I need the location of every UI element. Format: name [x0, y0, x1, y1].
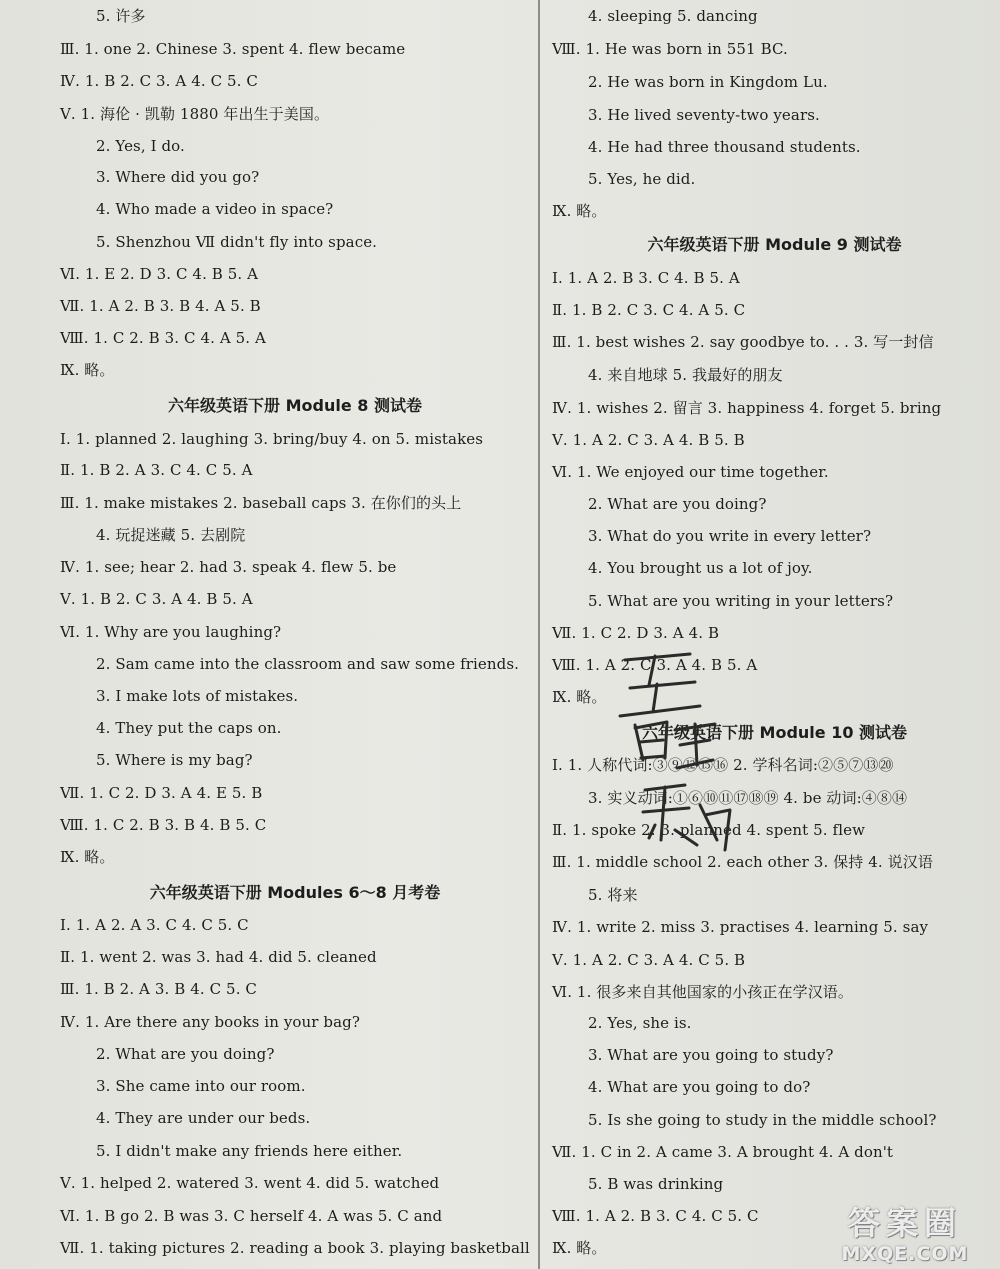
answer-line: Ⅵ. 1. 很多来自其他国家的小孩正在学汉语。: [552, 983, 854, 1001]
answer-line: Ⅴ. 1. helped 2. watered 3. went 4. did 5. watched: [60, 1174, 440, 1192]
answer-line: Ⅵ. 1. E 2. D 3. C 4. B 5. A: [60, 265, 259, 283]
section-heading: 六年级英语下册 Module 8 测试卷: [168, 396, 422, 415]
site-watermark: [816, 1203, 994, 1265]
answer-line: Ⅱ. 1. spoke 2. 3. planned 4. spent 5. flew: [552, 821, 866, 839]
answer-line: 5. Is she going to study in the middle school?: [588, 1111, 937, 1129]
answer-line: Ⅴ. 1. A 2. C 3. A 4. B 5. B: [552, 431, 745, 449]
answer-line: Ⅸ. 略。: [552, 688, 607, 706]
answer-line: 4. You brought us a lot of joy.: [588, 559, 813, 577]
answer-line: 3. What do you write in every letter?: [588, 527, 872, 545]
section-heading: 六年级英语下册 Modules 6～8 月考卷: [149, 883, 441, 902]
answer-line: 5. 许多: [96, 7, 146, 25]
answer-line: 4. 来自地球 5. 我最好的朋友: [588, 366, 783, 384]
answer-line: Ⅷ. 1. C 2. B 3. C 4. A 5. A: [60, 329, 266, 347]
answer-line: Ⅳ. 1. B 2. C 3. A 4. C 5. C: [60, 72, 258, 90]
section-heading: 六年级英语下册 Module 10 测试卷: [641, 723, 908, 742]
answer-line: 4. sleeping 5. dancing: [588, 7, 758, 25]
answer-line: Ⅸ. 略。: [552, 202, 607, 220]
answer-line: 5. Yes, he did.: [588, 170, 696, 188]
answer-line: 2. What are you doing?: [96, 1045, 275, 1063]
answer-line: 2. Yes, she is.: [588, 1014, 692, 1032]
answer-line: 4. He had three thousand students.: [588, 138, 861, 156]
answer-line: Ⅳ. 1. see; hear 2. had 3. speak 4. flew 5. be: [60, 558, 397, 576]
answer-line: 4. They put the caps on.: [96, 719, 282, 737]
answer-line: Ⅳ. 1. wishes 2. 留言 3. happiness 4. forget 5. bring: [552, 399, 942, 417]
answer-line: Ⅶ. 1. A 2. B 3. B 4. A 5. B: [60, 297, 261, 315]
answer-line: Ⅲ. 1. best wishes 2. say goodbye to. . . 3. 写一封信: [552, 333, 934, 351]
answer-line: 3. What are you going to study?: [588, 1046, 834, 1064]
answer-line: Ⅶ. 1. C in 2. A came 3. A brought 4. A don't: [552, 1143, 894, 1161]
answer-line: Ⅶ. 1. taking pictures 2. reading a book 3. playing basketball: [60, 1239, 530, 1257]
answer-line: Ⅰ. 1. A 2. A 3. C 4. C 5. C: [60, 916, 249, 934]
answer-line: Ⅴ. 1. A 2. C 3. A 4. C 5. B: [552, 951, 746, 969]
answer-line: Ⅳ. 1. Are there any books in your bag?: [60, 1013, 361, 1031]
answer-line: 3. Where did you go?: [96, 168, 260, 186]
answer-line: Ⅸ. 略。: [60, 361, 115, 379]
answer-line: Ⅳ. 1. write 2. miss 3. practises 4. learning 5. say: [552, 918, 929, 936]
answer-line: 5. Shenzhou Ⅶ didn't fly into space.: [96, 233, 378, 251]
answer-line: Ⅰ. 1. planned 2. laughing 3. bring/buy 4. on 5. mistakes: [60, 430, 484, 448]
answer-line: 5. B was drinking: [588, 1175, 724, 1193]
answer-line: 5. 将来: [588, 886, 638, 904]
section-heading: 六年级英语下册 Module 9 测试卷: [647, 235, 902, 254]
left-column: [60, 0, 530, 1269]
answer-line: 4. What are you going to do?: [588, 1078, 811, 1096]
answer-line: Ⅶ. 1. C 2. D 3. A 4. E 5. B: [60, 784, 263, 802]
answer-line: 4. Who made a video in space?: [96, 200, 334, 218]
answer-line: 3. I make lots of mistakes.: [96, 687, 299, 705]
answer-line: Ⅰ. 1. A 2. B 3. C 4. B 5. A: [552, 269, 740, 287]
watermark-logo-text: 答案圈: [847, 1204, 962, 1242]
answer-line: 5. I didn't make any friends here either.: [96, 1142, 403, 1160]
answer-line: 2. Sam came into the classroom and saw some friends.: [96, 655, 520, 673]
answer-line: 4. They are under our beds.: [96, 1109, 311, 1127]
answer-line: Ⅵ. 1. We enjoyed our time together.: [552, 463, 829, 481]
answer-line: Ⅷ. 1. He was born in 551 BC.: [552, 40, 788, 58]
answer-line: Ⅴ. 1. 海伦 · 凯勒 1880 年出生于美国。: [60, 105, 330, 123]
answer-line: 3. He lived seventy-two years.: [588, 106, 820, 124]
answer-line: Ⅴ. 1. B 2. C 3. A 4. B 5. A: [60, 590, 253, 608]
answer-line: Ⅱ. 1. B 2. C 3. C 4. A 5. C: [552, 301, 746, 319]
answer-line: Ⅱ. 1. B 2. A 3. C 4. C 5. A: [60, 461, 253, 479]
answer-line: Ⅲ. 1. middle school 2. each other 3. 保持 4. 说汉语: [552, 853, 933, 871]
watermark-url: MXQE.COM: [841, 1243, 969, 1265]
answer-line: 2. Yes, I do.: [96, 137, 185, 155]
column-divider: [538, 0, 540, 1269]
answer-line: Ⅷ. 1. A 2. B 3. C 4. C 5. C: [552, 1207, 759, 1225]
answer-line: 4. 玩捉迷藏 5. 去剧院: [96, 526, 246, 544]
answer-line: Ⅸ. 略。: [60, 848, 115, 866]
answer-line: 5. What are you writing in your letters?: [588, 592, 894, 610]
answer-line: Ⅸ. 略。: [552, 1239, 607, 1257]
answer-line: 3. 实义动词:①⑥⑩⑪⑰⑱⑲ 4. be 动词:④⑧⑭: [588, 789, 908, 807]
answer-line: Ⅷ. 1. C 2. B 3. B 4. B 5. C: [60, 816, 267, 834]
answer-line: Ⅵ. 1. B go 2. B was 3. C herself 4. A was 5. C and: [60, 1207, 443, 1225]
answer-line: Ⅲ. 1. one 2. Chinese 3. spent 4. flew became: [60, 40, 406, 58]
answer-line: 2. What are you doing?: [588, 495, 767, 513]
answer-line: 3. She came into our room.: [96, 1077, 306, 1095]
answer-line: Ⅰ. 1. 人称代词:③⑨⑫⑮⑯ 2. 学科名词:②⑤⑦⑬⑳: [552, 756, 894, 774]
answer-line: Ⅲ. 1. B 2. A 3. B 4. C 5. C: [60, 980, 258, 998]
right-column: [552, 0, 997, 1269]
answer-line: 5. Where is my bag?: [96, 751, 253, 769]
answer-line: Ⅲ. 1. make mistakes 2. baseball caps 3. 在你们的头上: [60, 494, 462, 512]
answer-line: 2. He was born in Kingdom Lu.: [588, 73, 828, 91]
answer-line: Ⅵ. 1. Why are you laughing?: [60, 623, 282, 641]
answer-line: Ⅷ. 1. A 2. C 3. A 4. B 5. A: [552, 656, 758, 674]
answer-line: Ⅱ. 1. went 2. was 3. had 4. did 5. cleaned: [60, 948, 377, 966]
answer-line: Ⅶ. 1. C 2. D 3. A 4. B: [552, 624, 720, 642]
